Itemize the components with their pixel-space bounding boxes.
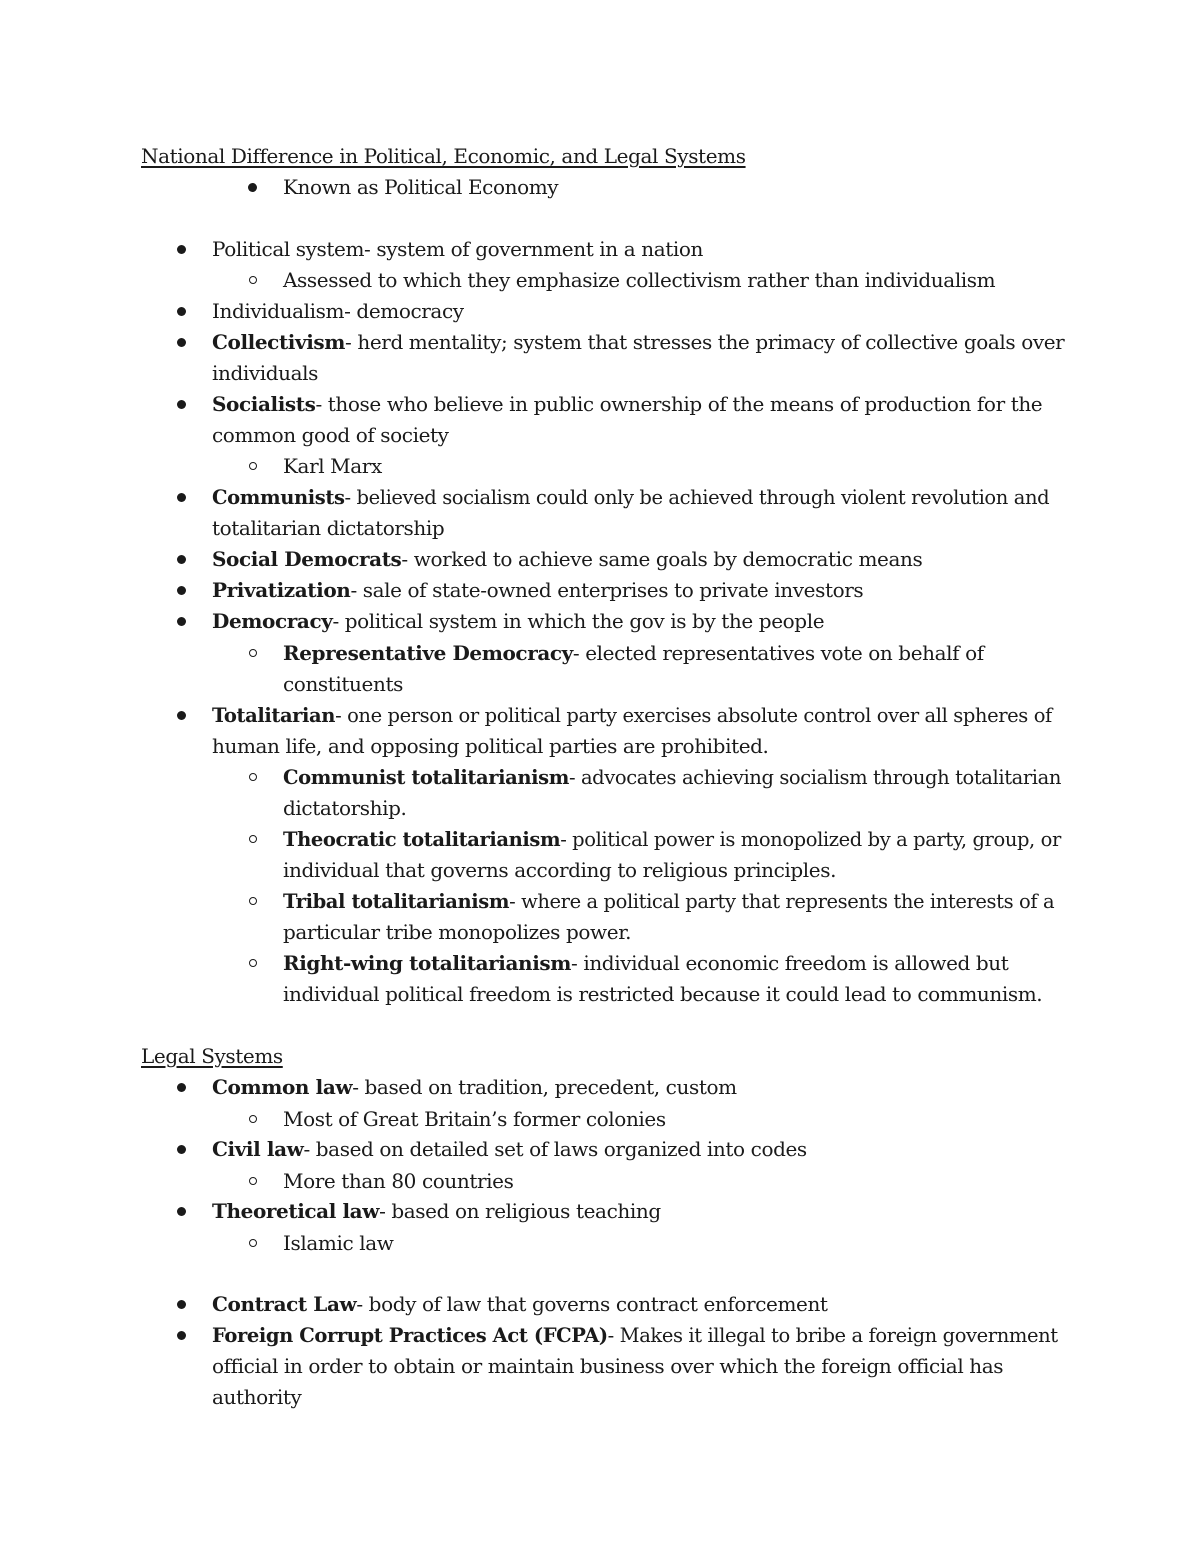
definition-democracy: - political system in which the gov is by the people <box>332 609 825 633</box>
term-communist-totalitarianism: Communist totalitarianism <box>283 766 569 789</box>
bullet-icon <box>177 1083 186 1092</box>
sub-item-common-law: Most of Great Britain’s former colonies <box>283 1107 666 1131</box>
term-contract-law: Contract Law <box>212 1292 357 1316</box>
hollow-bullet-icon <box>249 1115 257 1123</box>
term-communists: Communists <box>212 486 345 509</box>
term-representative-democracy: Representative Democracy <box>283 641 573 665</box>
section-heading-legal-systems: Legal Systems <box>141 1044 283 1068</box>
list-item-theoretical-law <box>212 1196 661 1227</box>
definition-totalitarian: - one person or political party exercises absolute control over all spheres of <box>335 704 1052 727</box>
bullet-icon <box>177 245 186 254</box>
definition-theocratic-totalitarianism: - political power is monopolized by a party, group, or <box>560 828 1061 851</box>
bullet-icon <box>177 400 186 409</box>
sub-item-representative-democracy <box>283 638 984 669</box>
term-theoretical-law: Theoretical law <box>212 1199 380 1223</box>
list-item-communists-cont: totalitarian dictatorship <box>212 516 445 540</box>
term-civil-law: Civil law <box>212 1137 304 1161</box>
definition-socialists: - those who believe in public ownership of the means of production for the <box>315 392 1043 416</box>
definition-communist-totalitarianism: - advocates achieving socialism through totalitarian <box>568 766 1061 789</box>
list-item-political-system: Political system- system of government in a nation <box>212 237 703 261</box>
list-item-civil-law <box>212 1134 807 1165</box>
list-item-totalitarian <box>212 700 1052 731</box>
definition-tribal-totalitarianism: - where a political party that represents the interests of a <box>509 890 1055 913</box>
term-fcpa: Foreign Corrupt Practices Act (FCPA) <box>212 1324 608 1347</box>
bullet-icon <box>177 1145 186 1154</box>
list-item-socialists-cont: common good of society <box>212 423 449 447</box>
hollow-bullet-icon <box>249 462 257 470</box>
list-item-social-democrats <box>212 544 922 575</box>
definition-common-law: - based on tradition, precedent, custom <box>352 1075 737 1099</box>
bullet-icon <box>177 617 186 626</box>
list-item-collectivism <box>212 327 1064 358</box>
section-heading-political-economy: National Difference in Political, Economic, and Legal Systems <box>141 144 746 168</box>
list-item-socialists <box>212 389 1042 420</box>
term-right-wing-totalitarianism: Right-wing totalitarianism <box>283 951 572 975</box>
sub-item-tribal-totalitarianism-cont: particular tribe monopolizes power. <box>283 920 632 944</box>
bullet-icon <box>177 493 186 502</box>
bullet-icon <box>177 711 186 720</box>
hollow-bullet-icon <box>249 1177 257 1185</box>
sub-item-right-wing-totalitarianism-cont: individual political freedom is restricted because it could lead to communism. <box>283 982 1043 1006</box>
bullet-icon <box>177 1207 186 1216</box>
sub-item-right-wing-totalitarianism <box>283 948 1008 979</box>
list-item-communists <box>212 482 1049 513</box>
term-collectivism: Collectivism <box>212 330 346 354</box>
sub-item-political-system: Assessed to which they emphasize collectivism rather than individualism <box>283 268 996 292</box>
term-theocratic-totalitarianism: Theocratic totalitarianism <box>283 828 561 851</box>
list-item-fcpa <box>212 1320 1058 1351</box>
term-privatization: Privatization <box>212 578 351 602</box>
sub-item-theocratic-totalitarianism-cont: individual that governs according to religious principles. <box>283 858 837 882</box>
list-item-privatization <box>212 575 863 606</box>
term-tribal-totalitarianism: Tribal totalitarianism <box>283 890 510 913</box>
hollow-bullet-icon <box>249 773 257 781</box>
sub-item-theoretical-law: Islamic law <box>283 1231 394 1255</box>
list-item-totalitarian-cont: human life, and opposing political parties are prohibited. <box>212 734 769 758</box>
definition-social-democrats: - worked to achieve same goals by democratic means <box>401 547 923 571</box>
term-social-democrats: Social Democrats <box>212 547 402 571</box>
term-democracy: Democracy <box>212 609 333 633</box>
bullet-icon <box>177 586 186 595</box>
sub-item-communist-totalitarianism <box>283 762 1061 793</box>
sub-item-communist-totalitarianism-cont: dictatorship. <box>283 796 407 820</box>
list-item-intro: Known as Political Economy <box>283 175 559 199</box>
bullet-icon <box>248 183 257 192</box>
list-item-fcpa-cont-2: authority <box>212 1385 302 1409</box>
sub-item-tribal-totalitarianism <box>283 886 1054 917</box>
term-totalitarian: Totalitarian <box>212 704 336 727</box>
term-socialists: Socialists <box>212 392 316 416</box>
list-item-democracy <box>212 606 824 637</box>
definition-collectivism: - herd mentality; system that stresses the primacy of collective goals over <box>345 330 1065 354</box>
hollow-bullet-icon <box>249 897 257 905</box>
definition-fcpa: - Makes it illegal to bribe a foreign government <box>607 1324 1058 1347</box>
hollow-bullet-icon <box>249 649 257 657</box>
definition-privatization: - sale of state-owned enterprises to private investors <box>350 578 864 602</box>
list-item-common-law <box>212 1072 737 1103</box>
definition-right-wing-totalitarianism: - individual economic freedom is allowed but <box>571 951 1009 975</box>
hollow-bullet-icon <box>249 835 257 843</box>
list-item-individualism: Individualism- democracy <box>212 299 464 323</box>
bullet-icon <box>177 338 186 347</box>
list-item-contract-law <box>212 1289 828 1320</box>
bullet-icon <box>177 1331 186 1340</box>
bullet-icon <box>177 555 186 564</box>
hollow-bullet-icon <box>249 1239 257 1247</box>
hollow-bullet-icon <box>249 959 257 967</box>
definition-civil-law: - based on detailed set of laws organized into codes <box>303 1137 807 1161</box>
definition-communists: - believed socialism could only be achieved through violent revolution and <box>344 486 1050 509</box>
sub-item-civil-law: More than 80 countries <box>283 1169 514 1193</box>
sub-item-theocratic-totalitarianism <box>283 824 1061 855</box>
list-item-fcpa-cont: official in order to obtain or maintain business over which the foreign official has <box>212 1354 1004 1378</box>
sub-item-karl-marx: Karl Marx <box>283 454 382 478</box>
definition-representative-democracy: - elected representatives vote on behalf of <box>572 641 984 665</box>
bullet-icon <box>177 1300 186 1309</box>
definition-contract-law: - body of law that governs contract enforcement <box>356 1292 828 1316</box>
hollow-bullet-icon <box>249 276 257 284</box>
term-common-law: Common law <box>212 1075 353 1099</box>
bullet-icon <box>177 307 186 316</box>
list-item-collectivism-cont: individuals <box>212 361 319 385</box>
definition-theoretical-law: - based on religious teaching <box>379 1199 661 1223</box>
sub-item-representative-democracy-cont: constituents <box>283 672 403 696</box>
